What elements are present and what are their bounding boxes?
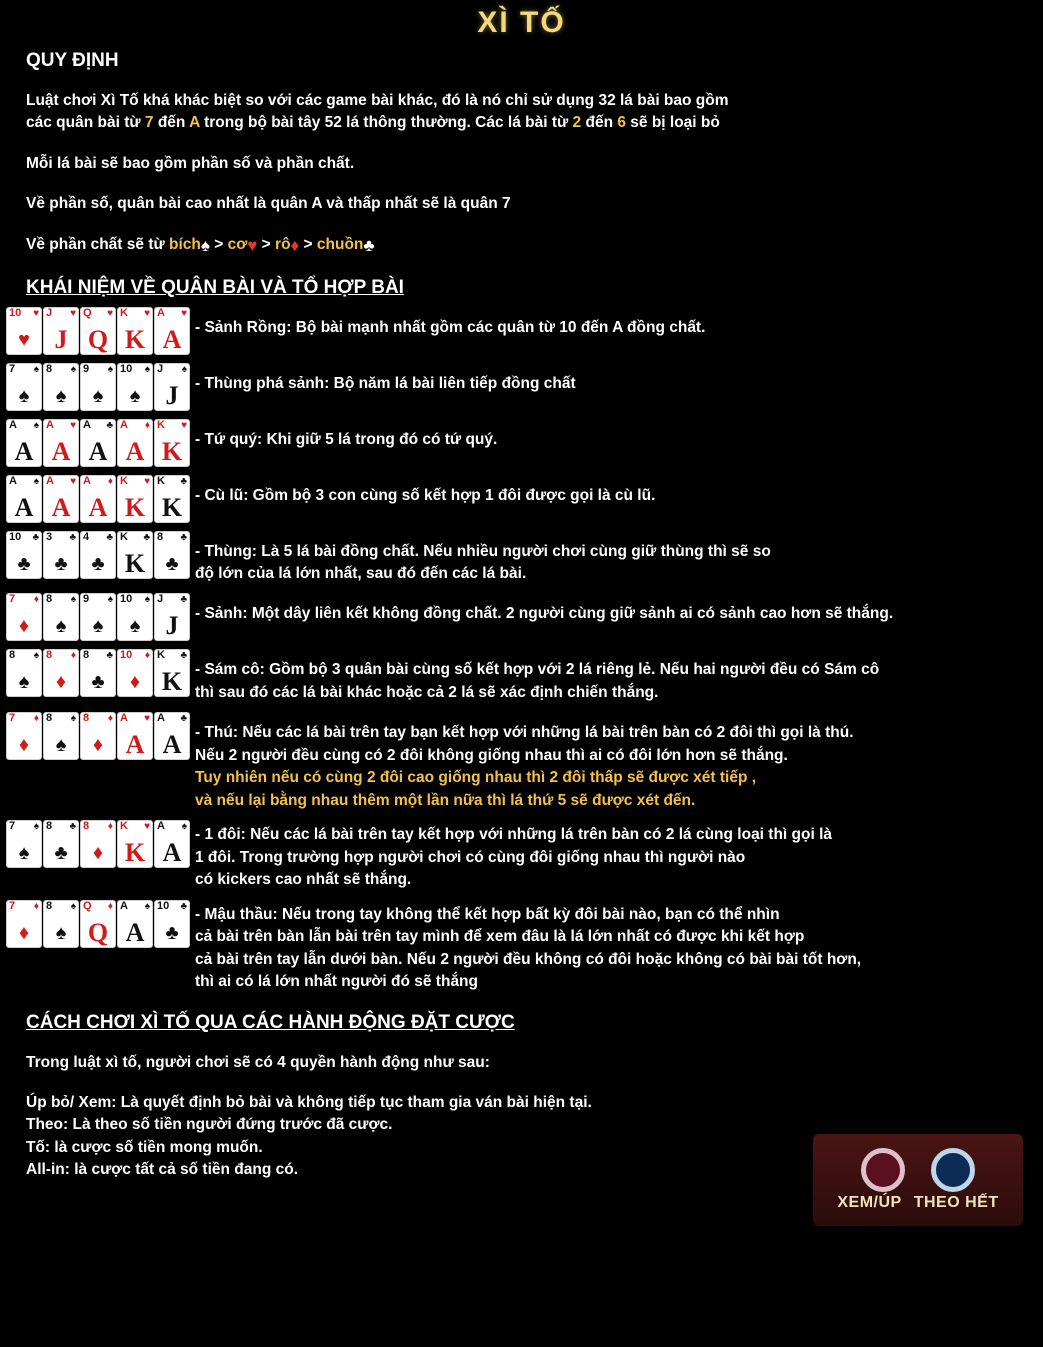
combo-note-line: Tuy nhiên nếu có cùng 2 đôi cao giống nhau thì 2 đôi thấp sẽ được xét tiếp ,: [195, 769, 757, 787]
combo-line: - Sám cô: Gồm bộ 3 quân bài cùng số kết hợp với 2 lá riêng lẻ. Nếu hai người đều có Sám cô: [195, 661, 880, 679]
playing-card: [117, 531, 153, 579]
playing-card: [43, 820, 79, 868]
card-rank: 8: [83, 712, 90, 725]
combo-hand-thung-pha-sanh: [6, 363, 191, 411]
card-face-glyph: J: [54, 324, 68, 354]
card-rank: 10: [9, 306, 22, 319]
combo-line: - Sảnh Rồng: Bộ bài mạnh nhất gồm các quân từ 10 đến A đồng chất.: [195, 318, 706, 336]
spade-icon: ♠: [200, 235, 210, 255]
card-suit-icon: ♦: [33, 713, 39, 725]
card-face-glyph: K: [161, 436, 183, 466]
playing-card: [6, 307, 42, 355]
card-suit-icon: ♠: [33, 419, 39, 431]
card-face-glyph: A: [14, 436, 34, 466]
combo-line: Nếu 2 người đều cùng có 2 đôi không giống nhau thì ai có đôi lớn hơn sẽ thắng.: [195, 746, 788, 764]
playing-card: [6, 712, 42, 760]
gt-2: >: [261, 235, 271, 253]
card-rank: 8: [46, 820, 53, 833]
card-suit-icon: ♣: [69, 531, 76, 543]
card-rank: K: [120, 820, 128, 833]
playing-card: [154, 307, 190, 355]
playing-card: [80, 900, 116, 948]
card-suit-glyph: ♠: [55, 615, 67, 638]
combo-line: - Thùng phá sảnh: Bộ năm lá bài liên tiếp đồng chất: [195, 374, 576, 392]
combo-line: - Mậu thầu: Nếu trong tay không thể kết hợp bất kỳ đôi bài nào, bạn có thể nhìn: [195, 905, 780, 923]
card-suit-glyph: ♠: [18, 842, 30, 865]
card-suit-icon: ♥: [181, 419, 187, 431]
card-suit-icon: ♣: [69, 821, 76, 833]
combo-hand-thu: [6, 712, 191, 760]
rank-2: 2: [572, 114, 582, 132]
card-face-glyph: K: [124, 838, 146, 868]
card-suit-icon: ♠: [70, 713, 76, 725]
card-suit-icon: ♠: [144, 363, 150, 375]
card-suit-glyph: ♠: [55, 921, 67, 944]
card-suit-glyph: ♠: [18, 384, 30, 407]
combo-hand-tu-quy: [6, 419, 191, 467]
suit-label-bich: bích: [169, 235, 201, 253]
card-face-glyph: A: [51, 436, 71, 466]
playing-card: [154, 363, 190, 411]
card-rank: A: [157, 712, 165, 725]
card-rank: 10: [157, 899, 170, 912]
action-raise: Tố: là cược số tiền mong muốn.: [26, 1138, 263, 1156]
card-suit-glyph: ♣: [91, 671, 105, 694]
playing-card: [6, 363, 42, 411]
combo-line: - Thùng: Là 5 lá bài đồng chất. Nếu nhiều người chơi cùng giữ thùng thì sẽ so: [195, 542, 771, 560]
card-rank: A: [120, 712, 128, 725]
combo-line: - Tứ quý: Khi giữ 5 lá trong đó có tứ quý.: [195, 430, 498, 448]
card-rank: 10: [120, 362, 133, 375]
rules-suit-order: [26, 234, 1017, 259]
card-suit-icon: ♣: [32, 531, 39, 543]
card-rank: A: [157, 820, 165, 833]
card-suit-icon: ♦: [33, 594, 39, 606]
playing-card: [6, 900, 42, 948]
card-suit-glyph: ♣: [54, 842, 68, 865]
card-suit-glyph: ♦: [55, 671, 67, 694]
card-face-glyph: K: [161, 492, 183, 522]
bet-labels: [837, 1194, 998, 1212]
playing-card: [80, 712, 116, 760]
playing-card: [43, 712, 79, 760]
card-rank: 8: [46, 362, 53, 375]
playing-card: [6, 649, 42, 697]
card-suit-icon: ♣: [180, 594, 187, 606]
card-face-glyph: Q: [87, 917, 109, 947]
playing-card: [154, 649, 190, 697]
playing-card: [80, 363, 116, 411]
card-rank: A: [46, 418, 54, 431]
card-suit-icon: ♥: [144, 307, 150, 319]
combo-hand-mau-thau: [6, 900, 191, 948]
combo-description-sanh-rong: [191, 307, 1043, 339]
combo-description-cu-lu: [191, 475, 1043, 507]
playing-card: [6, 419, 42, 467]
playing-card: [43, 531, 79, 579]
card-rank: J: [46, 306, 53, 319]
gt-1: >: [214, 235, 224, 253]
card-rank: 8: [9, 649, 16, 662]
card-face-glyph: A: [125, 917, 145, 947]
card-suit-glyph: ♠: [55, 384, 67, 407]
playing-card: [117, 363, 153, 411]
card-suit-icon: ♠: [33, 363, 39, 375]
playing-card: [80, 419, 116, 467]
card-suit-icon: ♣: [143, 531, 150, 543]
card-rank: K: [120, 530, 128, 543]
section-heading-concepts: KHÁI NIỆM VỀ QUÂN BÀI VÀ TỔ HỢP BÀI: [26, 276, 404, 298]
playing-card: [117, 593, 153, 641]
card-rank: 7: [9, 899, 16, 912]
rules-line-2-pre: các quân bài từ: [26, 114, 145, 132]
rules-line-2-mid1: đến: [153, 114, 190, 132]
call-button-icon[interactable]: [931, 1148, 975, 1192]
combo-note-line: và nếu lại bằng nhau thêm một lần nữa thì lá thứ 5 sẽ được xét đến.: [195, 791, 696, 809]
card-rank: A: [120, 899, 128, 912]
card-suit-icon: ♠: [144, 900, 150, 912]
combo-description-mau-thau: [191, 900, 1043, 994]
card-face-glyph: A: [88, 436, 108, 466]
rules-line-3: Mỗi lá bài sẽ bao gồm phần số và phần chất.: [26, 154, 355, 172]
combo-line: cả bài trên bàn lẫn bài trên tay mình để xem đâu là lá lớn nhất có được khi kết hợp: [195, 928, 805, 946]
card-rank: 9: [83, 362, 90, 375]
combo-description-sanh: [191, 593, 1043, 625]
fold-button-label: XEM/ÚP: [837, 1194, 902, 1211]
combo-row-sam-co: [0, 649, 1043, 704]
card-suit-icon: ♦: [107, 821, 113, 833]
card-suit-glyph: ♠: [92, 615, 104, 638]
card-suit-glyph: ♠: [55, 734, 67, 757]
action-fold: Úp bỏ/ Xem: Là quyết định bỏ bài và không tiếp tục tham gia ván bài hiện tại.: [26, 1094, 592, 1112]
combo-row-sanh-rong: [0, 307, 1043, 355]
playing-card: [43, 649, 79, 697]
card-suit-icon: ♠: [181, 821, 187, 833]
combo-line: - Sảnh: Một dây liên kết không đồng chất. 2 người cùng giữ sảnh ai có sảnh cao hơn sẽ thắng.: [195, 605, 894, 623]
card-suit-icon: ♠: [70, 900, 76, 912]
card-rank: 7: [9, 362, 16, 375]
playing-card: [43, 307, 79, 355]
card-rank: K: [120, 474, 128, 487]
playing-card: [154, 820, 190, 868]
playing-card: [117, 649, 153, 697]
card-suit-glyph: ♦: [92, 734, 104, 757]
card-rank: K: [120, 306, 128, 319]
card-rank: J: [157, 362, 164, 375]
card-suit-icon: ♦: [33, 900, 39, 912]
card-rank: K: [157, 649, 165, 662]
playing-card: [154, 712, 190, 760]
card-suit-icon: ♠: [70, 363, 76, 375]
playing-card: [117, 307, 153, 355]
suit-label-co: cơ: [227, 235, 248, 253]
card-suit-glyph: ♦: [92, 842, 104, 865]
combo-row-thung: [0, 531, 1043, 586]
card-suit-glyph: ♠: [129, 615, 141, 638]
card-rank: A: [157, 306, 165, 319]
card-face-glyph: Q: [87, 324, 109, 354]
combo-row-mot-doi: [0, 820, 1043, 891]
combo-description-thung-pha-sanh: [191, 363, 1043, 395]
combo-hand-cu-lu: [6, 475, 191, 523]
card-suit-icon: ♣: [106, 650, 113, 662]
combo-row-thung-pha-sanh: [0, 363, 1043, 411]
card-suit-icon: ♠: [144, 594, 150, 606]
card-face-glyph: A: [125, 436, 145, 466]
bet-circles: [861, 1148, 975, 1192]
card-rank: 8: [46, 899, 53, 912]
rank-A: A: [189, 114, 200, 132]
card-suit-icon: ♦: [70, 650, 76, 662]
combo-list: [0, 307, 1043, 994]
playing-card: [43, 363, 79, 411]
combo-line: thì ai có lá lớn nhất người đó sẽ thắng: [195, 973, 478, 991]
card-suit-icon: ♣: [180, 531, 187, 543]
card-suit-icon: ♥: [107, 307, 113, 319]
rules-line-4: Về phần số, quân bài cao nhất là quân A và thấp nhất sẽ là quân 7: [26, 195, 511, 213]
combo-line: cả bài trên tay lẫn dưới bàn. Nếu 2 người đều không có đôi hoặc không có bài bài tốt hơn,: [195, 950, 862, 968]
card-suit-glyph: ♣: [91, 552, 105, 575]
card-suit-glyph: ♠: [18, 671, 30, 694]
playing-card: [43, 900, 79, 948]
card-rank: 8: [83, 649, 90, 662]
card-suit-icon: ♥: [70, 419, 76, 431]
card-face-glyph: J: [165, 611, 179, 641]
card-face-glyph: A: [88, 492, 108, 522]
card-suit-icon: ♥: [144, 475, 150, 487]
card-rank: 7: [9, 712, 16, 725]
card-rank: A: [83, 474, 91, 487]
playing-card: [154, 475, 190, 523]
playing-card: [43, 593, 79, 641]
card-suit-icon: ♣: [180, 475, 187, 487]
combo-row-tu-quy: [0, 419, 1043, 467]
card-suit-icon: ♥: [70, 475, 76, 487]
diamond-icon: ♦: [290, 235, 300, 255]
playing-card: [43, 419, 79, 467]
card-suit-icon: ♣: [180, 900, 187, 912]
action-allin: All-in: là cược tất cả số tiền đang có.: [26, 1161, 299, 1179]
playing-card: [6, 475, 42, 523]
card-face-glyph: A: [14, 492, 34, 522]
card-rank: 7: [9, 820, 16, 833]
card-rank: 10: [120, 649, 133, 662]
card-rank: 10: [120, 593, 133, 606]
playing-card: [80, 307, 116, 355]
combo-hand-sanh: [6, 593, 191, 641]
suit-label-chuon: chuồn: [316, 235, 364, 253]
card-suit-glyph: ♦: [129, 671, 141, 694]
card-face-glyph: A: [125, 730, 145, 760]
card-rank: Q: [83, 899, 92, 912]
combo-line: - Thú: Nếu các lá bài trên tay bạn kết hợp với những lá bài trên bàn có 2 đôi thì gọi là thú.: [195, 724, 854, 742]
playing-card: [43, 475, 79, 523]
card-suit-icon: ♣: [106, 531, 113, 543]
playing-card: [80, 649, 116, 697]
card-rank: K: [157, 418, 165, 431]
card-suit-glyph: ♦: [18, 921, 30, 944]
fold-button-icon[interactable]: [861, 1148, 905, 1192]
card-suit-glyph: ♣: [54, 552, 68, 575]
card-suit-glyph: ♠: [129, 384, 141, 407]
combo-line: 1 đôi. Trong trường hợp người chơi có cùng đôi giống nhau thì người nào: [195, 848, 746, 866]
combo-description-mot-doi: [191, 820, 1043, 891]
card-rank: Q: [83, 306, 92, 319]
suit-label-ro: rô: [275, 235, 291, 253]
playing-card: [117, 475, 153, 523]
card-rank: A: [120, 418, 128, 431]
rank-7: 7: [144, 114, 154, 132]
section-heading-howto: CÁCH CHƠI XÌ TỐ QUA CÁC HÀNH ĐỘNG ĐẶT CƯỢC: [26, 1011, 515, 1033]
card-suit-icon: ♠: [33, 475, 39, 487]
playing-card: [154, 419, 190, 467]
card-rank: 8: [157, 530, 164, 543]
playing-card: [154, 900, 190, 948]
card-suit-icon: ♠: [33, 821, 39, 833]
section-heading-rules: QUY ĐỊNH: [26, 50, 119, 71]
combo-line: độ lớn của lá lớn nhất, sau đó đến các lá bài.: [195, 564, 527, 582]
card-rank: K: [157, 474, 165, 487]
suit-order-pre: Về phần chất sẽ từ: [26, 235, 170, 253]
combo-hand-sanh-rong: [6, 307, 191, 355]
card-rank: A: [9, 418, 17, 431]
card-suit-icon: ♠: [70, 594, 76, 606]
combo-line: thì sau đó các lá bài khác hoặc cả 2 lá sẽ xác định chiến thắng.: [195, 683, 659, 701]
card-rank: 8: [46, 593, 53, 606]
card-rank: 7: [9, 593, 16, 606]
rules-line-2: [26, 112, 1017, 134]
card-suit-icon: ♦: [144, 419, 150, 431]
combo-row-thu: [0, 712, 1043, 812]
card-rank: 8: [83, 820, 90, 833]
card-face-glyph: A: [162, 838, 182, 868]
card-suit-icon: ♦: [107, 475, 113, 487]
card-rank: A: [46, 474, 54, 487]
card-rank: 8: [46, 712, 53, 725]
card-suit-icon: ♣: [180, 650, 187, 662]
combo-hand-sam-co: [6, 649, 191, 697]
playing-card: [80, 475, 116, 523]
card-suit-icon: ♠: [181, 363, 187, 375]
card-suit-icon: ♦: [107, 900, 113, 912]
playing-card: [117, 820, 153, 868]
card-suit-glyph: ♦: [18, 615, 30, 638]
card-rank: 8: [46, 649, 53, 662]
combo-description-sam-co: [191, 649, 1043, 704]
gt-3: >: [303, 235, 313, 253]
card-suit-icon: ♦: [107, 713, 113, 725]
playing-card: [117, 900, 153, 948]
rules-line-2-mid2: trong bộ bài tây 52 lá thông thường. Các lá bài từ: [199, 114, 573, 132]
bet-buttons-panel: [813, 1134, 1023, 1226]
playing-card: [154, 531, 190, 579]
combo-row-sanh: [0, 593, 1043, 641]
combo-line: - Cù lũ: Gồm bộ 3 con cùng số kết hợp 1 đôi được gọi là cù lũ.: [195, 486, 656, 504]
card-face-glyph: J: [165, 380, 179, 410]
rules-line-1: Luật chơi Xì Tố khá khác biệt so với các game bài khác, đó là nó chỉ sử dụng 32 lá bài bao gồm: [26, 92, 729, 109]
playing-card: [154, 593, 190, 641]
rules-line-2-mid3: đến: [581, 114, 618, 132]
card-suit-icon: ♥: [144, 821, 150, 833]
howto-intro: Trong luật xì tố, người chơi sẽ có 4 quyền hành động như sau:: [26, 1053, 490, 1071]
rank-6: 6: [617, 114, 626, 132]
playing-card: [80, 593, 116, 641]
playing-card: [80, 531, 116, 579]
playing-card: [6, 820, 42, 868]
card-face-glyph: K: [124, 492, 146, 522]
combo-row-cu-lu: [0, 475, 1043, 523]
card-suit-icon: ♠: [107, 363, 113, 375]
card-suit-icon: ♦: [144, 650, 150, 662]
card-suit-glyph: ♠: [92, 384, 104, 407]
action-call: Theo: Là theo số tiền người đứng trước đã cược.: [26, 1116, 393, 1134]
card-rank: A: [9, 474, 17, 487]
combo-description-thu: [191, 712, 1043, 812]
card-rank: 10: [9, 530, 22, 543]
playing-card: [117, 712, 153, 760]
card-face-glyph: K: [161, 667, 183, 697]
card-suit-glyph: ♣: [165, 921, 179, 944]
playing-card: [6, 593, 42, 641]
rules-line-2-end: sẽ bị loại bỏ: [625, 114, 720, 132]
playing-card: [6, 531, 42, 579]
card-rank: J: [157, 593, 164, 606]
card-suit-icon: ♥: [70, 307, 76, 319]
card-rank: 9: [83, 593, 90, 606]
card-face-glyph: A: [162, 324, 182, 354]
card-suit-icon: ♣: [106, 419, 113, 431]
combo-line: có kickers cao nhất sẽ thắng.: [195, 871, 412, 889]
combo-row-mau-thau: [0, 900, 1043, 994]
card-face-glyph: K: [124, 548, 146, 578]
card-suit-glyph: ♥: [18, 328, 30, 351]
card-suit-icon: ♥: [181, 307, 187, 319]
card-suit-icon: ♥: [33, 307, 39, 319]
page-title: XÌ TỐ: [477, 6, 566, 39]
call-button-label: THEO HẾT: [913, 1194, 999, 1211]
combo-line: - 1 đôi: Nếu các lá bài trên tay kết hợp với những lá trên bàn có 2 lá cùng loại thì gọi là: [195, 826, 833, 844]
combo-hand-mot-doi: [6, 820, 191, 868]
combo-description-tu-quy: [191, 419, 1043, 451]
rules-paragraphs: [0, 90, 1043, 259]
card-rank: 4: [83, 530, 90, 543]
card-suit-glyph: ♣: [17, 552, 31, 575]
combo-hand-thung: [6, 531, 191, 579]
playing-card: [80, 820, 116, 868]
card-suit-icon: ♠: [107, 594, 113, 606]
heart-icon: ♥: [247, 235, 258, 255]
card-suit-glyph: ♦: [18, 734, 30, 757]
card-face-glyph: K: [124, 324, 146, 354]
card-face-glyph: A: [162, 730, 182, 760]
playing-card: [117, 419, 153, 467]
card-rank: A: [83, 418, 91, 431]
card-rank: 3: [46, 530, 53, 543]
card-face-glyph: A: [51, 492, 71, 522]
combo-description-thung: [191, 531, 1043, 586]
card-suit-glyph: ♣: [165, 552, 179, 575]
club-icon: ♣: [363, 235, 375, 255]
card-suit-icon: ♥: [144, 713, 150, 725]
card-suit-icon: ♠: [33, 650, 39, 662]
card-suit-icon: ♣: [180, 713, 187, 725]
